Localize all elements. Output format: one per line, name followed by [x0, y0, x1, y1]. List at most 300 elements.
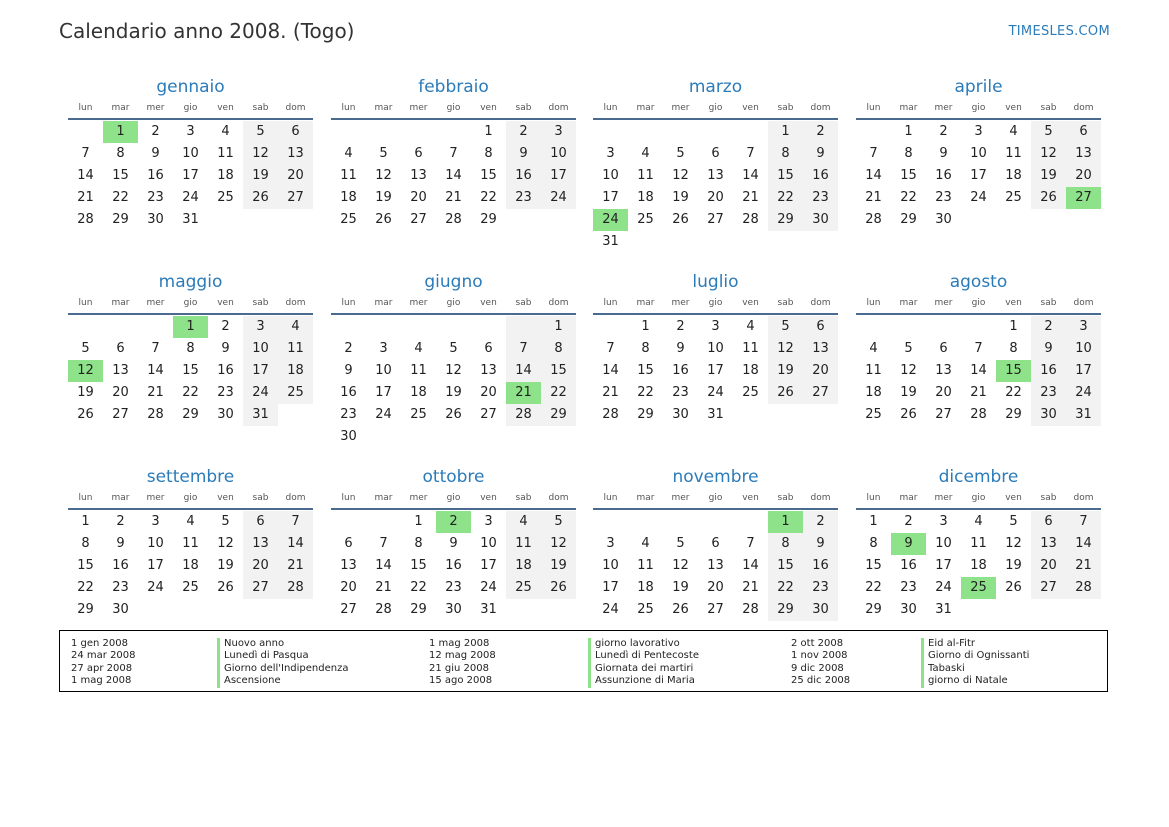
month-name: agosto: [949, 272, 1008, 292]
day-cell: 29: [768, 209, 803, 231]
day-cell: 1: [541, 316, 576, 338]
day-cell: 4: [186, 514, 195, 529]
day-cell: 30: [803, 209, 838, 231]
holiday-day: 12: [68, 360, 103, 382]
day-cell: 22: [541, 382, 576, 404]
day-cell: 14: [445, 168, 462, 183]
weekday-label: lun: [603, 493, 618, 503]
day-cell: 13: [278, 143, 313, 165]
day-cell: 22: [637, 385, 654, 400]
day-cell: 20: [707, 190, 724, 205]
day-cell: 22: [768, 577, 803, 599]
day-grid: [331, 316, 576, 448]
weekday-header: [331, 100, 576, 116]
day-cell: 2: [221, 319, 230, 334]
weekday-label: dom: [548, 103, 569, 113]
weekday-label: lun: [78, 103, 93, 113]
day-cell: 29: [182, 407, 199, 422]
day-cell: 9: [1031, 338, 1066, 360]
day-cell: 11: [217, 146, 234, 161]
month-aprile: [856, 68, 1101, 231]
day-cell: 25: [217, 190, 234, 205]
weekday-label: sab: [252, 103, 269, 113]
weekday-label: mer: [934, 103, 953, 113]
day-cell: 23: [112, 580, 129, 595]
day-cell: 21: [77, 190, 94, 205]
weekday-label: sab: [1040, 493, 1057, 503]
header-divider: [593, 313, 838, 315]
day-cell: 3: [606, 536, 615, 551]
day-cell: 19: [541, 555, 576, 577]
weekday-header: [593, 100, 838, 116]
day-cell: 18: [278, 360, 313, 382]
weekday-label: gio: [183, 103, 198, 113]
day-cell: 5: [541, 511, 576, 533]
day-cell: 15: [77, 558, 94, 573]
day-cell: 23: [1031, 382, 1066, 404]
header-divider: [856, 118, 1101, 120]
holiday-day: 1: [103, 121, 138, 143]
day-cell: 17: [182, 168, 199, 183]
day-cell: 29: [480, 212, 497, 227]
day-cell: 26: [1005, 580, 1022, 595]
weekday-label: sab: [515, 493, 532, 503]
weekday-label: ven: [480, 103, 497, 113]
day-cell: 2: [1031, 316, 1066, 338]
legend-holiday-name: Giornata dei martiri: [588, 663, 699, 675]
day-cell: 15: [410, 558, 427, 573]
weekday-label: gio: [446, 493, 461, 503]
day-cell: 14: [1066, 533, 1101, 555]
day-cell: 30: [803, 599, 838, 621]
weekday-label: mar: [374, 298, 393, 308]
month-luglio: [593, 263, 838, 426]
day-cell: 24: [243, 382, 278, 404]
weekday-label: sab: [515, 298, 532, 308]
day-cell: 30: [217, 407, 234, 422]
weekday-label: dom: [810, 298, 831, 308]
weekday-label: dom: [1073, 493, 1094, 503]
day-grid: [593, 121, 838, 253]
day-cell: 5: [676, 536, 685, 551]
day-cell: 20: [935, 385, 952, 400]
holiday-legend: [59, 630, 1108, 692]
legend-date: 15 ago 2008: [429, 675, 493, 687]
weekday-label: mar: [111, 298, 130, 308]
day-cell: 14: [77, 168, 94, 183]
day-cell: 13: [707, 168, 724, 183]
day-cell: 20: [112, 385, 129, 400]
day-cell: 12: [243, 143, 278, 165]
day-cell: 3: [974, 124, 983, 139]
legend-dates: [71, 638, 136, 688]
empty-cell: [366, 316, 401, 338]
day-cell: 17: [541, 165, 576, 187]
weekday-label: gio: [708, 298, 723, 308]
site-brand[interactable]: TIMESLES.COM: [1008, 24, 1110, 39]
day-cell: 26: [1031, 187, 1066, 209]
weekday-label: mar: [111, 103, 130, 113]
month-name: aprile: [954, 77, 1003, 97]
holiday-day: 1: [768, 511, 803, 533]
day-cell: 15: [182, 363, 199, 378]
day-cell: 26: [217, 580, 234, 595]
day-cell: 29: [865, 602, 882, 617]
empty-cell: [471, 316, 506, 338]
month-dicembre: [856, 458, 1101, 621]
day-cell: 29: [77, 602, 94, 617]
empty-cell: [593, 511, 628, 533]
day-cell: 2: [803, 121, 838, 143]
weekday-label: gio: [971, 493, 986, 503]
day-cell: 14: [147, 363, 164, 378]
weekday-label: ven: [217, 103, 234, 113]
day-cell: 19: [445, 385, 462, 400]
day-cell: 11: [970, 536, 987, 551]
legend-names: [921, 638, 1029, 688]
weekday-label: sab: [777, 103, 794, 113]
weekday-label: mar: [374, 103, 393, 113]
legend-date: 27 apr 2008: [71, 662, 133, 674]
day-cell: 4: [1009, 124, 1018, 139]
day-cell: 22: [865, 580, 882, 595]
day-cell: 21: [375, 580, 392, 595]
legend-holiday-name: Nuovo anno: [217, 638, 349, 650]
day-cell: 9: [151, 146, 160, 161]
empty-cell: [436, 121, 471, 143]
day-cell: 29: [1005, 407, 1022, 422]
day-cell: 29: [768, 599, 803, 621]
month-giugno: [331, 263, 576, 448]
month-name: settembre: [146, 467, 235, 487]
day-cell: 26: [445, 407, 462, 422]
day-cell: 20: [243, 555, 278, 577]
day-cell: 7: [449, 146, 458, 161]
day-cell: 26: [900, 407, 917, 422]
day-cell: 29: [410, 602, 427, 617]
month-name: gennaio: [156, 77, 225, 97]
day-cell: 30: [112, 602, 129, 617]
day-cell: 6: [1066, 121, 1101, 143]
day-cell: 25: [637, 602, 654, 617]
day-cell: 2: [344, 341, 353, 356]
day-cell: 18: [637, 190, 654, 205]
day-cell: 30: [900, 602, 917, 617]
day-cell: 2: [151, 124, 160, 139]
day-cell: 8: [484, 146, 493, 161]
day-cell: 11: [278, 338, 313, 360]
day-cell: 7: [506, 338, 541, 360]
weekday-label: mer: [146, 298, 165, 308]
weekday-header: [593, 490, 838, 506]
day-cell: 17: [1066, 360, 1101, 382]
month-novembre: [593, 458, 838, 621]
legend-date: 24 mar 2008: [71, 650, 136, 662]
day-cell: 31: [602, 234, 619, 249]
empty-cell: [436, 316, 471, 338]
month-name: ottobre: [422, 467, 485, 487]
legend-holiday-name: Ascensione: [217, 675, 349, 687]
day-cell: 19: [243, 165, 278, 187]
day-cell: 16: [340, 385, 357, 400]
weekday-label: ven: [1005, 103, 1022, 113]
day-cell: 4: [278, 316, 313, 338]
day-cell: 8: [768, 143, 803, 165]
weekday-label: gio: [708, 493, 723, 503]
weekday-label: mar: [374, 493, 393, 503]
day-cell: 25: [506, 577, 541, 599]
day-cell: 11: [637, 558, 654, 573]
day-cell: 9: [506, 143, 541, 165]
weekday-label: lun: [78, 298, 93, 308]
weekday-label: dom: [548, 298, 569, 308]
day-cell: 6: [344, 536, 353, 551]
day-cell: 6: [711, 146, 720, 161]
day-cell: 1: [904, 124, 913, 139]
weekday-label: sab: [777, 298, 794, 308]
day-cell: 3: [186, 124, 195, 139]
day-cell: 29: [637, 407, 654, 422]
weekday-label: ven: [480, 493, 497, 503]
day-cell: 28: [742, 602, 759, 617]
day-cell: 25: [410, 407, 427, 422]
holiday-day: 1: [173, 316, 208, 338]
day-cell: 3: [606, 146, 615, 161]
day-cell: 2: [939, 124, 948, 139]
day-cell: 20: [1031, 555, 1066, 577]
day-cell: 2: [506, 121, 541, 143]
day-cell: 3: [484, 514, 493, 529]
day-cell: 22: [768, 187, 803, 209]
weekday-label: lun: [78, 493, 93, 503]
day-cell: 7: [1066, 511, 1101, 533]
day-cell: 29: [112, 212, 129, 227]
day-cell: 30: [1031, 404, 1066, 426]
day-cell: 16: [1031, 360, 1066, 382]
day-cell: 25: [865, 407, 882, 422]
day-cell: 9: [221, 341, 230, 356]
day-cell: 9: [116, 536, 125, 551]
day-cell: 10: [970, 146, 987, 161]
weekday-label: ven: [742, 103, 759, 113]
day-cell: 15: [637, 363, 654, 378]
weekday-label: lun: [341, 298, 356, 308]
empty-cell: [628, 511, 663, 533]
day-cell: 7: [379, 536, 388, 551]
day-cell: 20: [410, 190, 427, 205]
day-cell: 22: [77, 580, 94, 595]
legend-names: [588, 638, 699, 688]
day-cell: 11: [340, 168, 357, 183]
weekday-label: mar: [636, 103, 655, 113]
day-cell: 15: [865, 558, 882, 573]
day-cell: 13: [935, 363, 952, 378]
weekday-label: gio: [183, 493, 198, 503]
day-cell: 24: [375, 407, 392, 422]
day-cell: 26: [243, 187, 278, 209]
day-cell: 5: [1009, 514, 1018, 529]
weekday-header: [331, 490, 576, 506]
day-cell: 1: [1009, 319, 1018, 334]
empty-cell: [961, 316, 996, 338]
day-cell: 8: [869, 536, 878, 551]
day-cell: 17: [375, 385, 392, 400]
day-cell: 10: [602, 558, 619, 573]
empty-cell: [593, 121, 628, 143]
day-cell: 13: [410, 168, 427, 183]
legend-holiday-name: giorno lavorativo: [588, 638, 699, 650]
month-maggio: [68, 263, 313, 426]
day-cell: 24: [480, 580, 497, 595]
legend-holiday-name: Giorno di Ognissanti: [921, 650, 1029, 662]
day-cell: 26: [672, 212, 689, 227]
day-cell: 15: [112, 168, 129, 183]
header-divider: [331, 313, 576, 315]
weekday-label: mer: [146, 103, 165, 113]
day-cell: 13: [1031, 533, 1066, 555]
header-divider: [331, 508, 576, 510]
empty-cell: [698, 121, 733, 143]
day-cell: 13: [243, 533, 278, 555]
day-cell: 21: [865, 190, 882, 205]
day-grid: [331, 121, 576, 231]
day-cell: 26: [672, 602, 689, 617]
day-cell: 19: [900, 385, 917, 400]
holiday-day: 24: [593, 209, 628, 231]
day-cell: 28: [147, 407, 164, 422]
header-divider: [331, 118, 576, 120]
weekday-label: sab: [1040, 298, 1057, 308]
day-cell: 17: [480, 558, 497, 573]
day-cell: 19: [375, 190, 392, 205]
day-cell: 26: [541, 577, 576, 599]
day-cell: 19: [217, 558, 234, 573]
day-cell: 17: [707, 363, 724, 378]
day-cell: 4: [746, 319, 755, 334]
day-cell: 1: [81, 514, 90, 529]
month-settembre: [68, 458, 313, 621]
empty-cell: [856, 316, 891, 338]
day-cell: 11: [182, 536, 199, 551]
day-cell: 24: [935, 580, 952, 595]
day-cell: 3: [379, 341, 388, 356]
day-cell: 12: [445, 363, 462, 378]
day-cell: 25: [1005, 190, 1022, 205]
empty-cell: [401, 316, 436, 338]
empty-cell: [103, 316, 138, 338]
legend-names: [217, 638, 349, 688]
day-cell: 11: [865, 363, 882, 378]
day-cell: 9: [449, 536, 458, 551]
day-cell: 7: [278, 511, 313, 533]
day-cell: 10: [602, 168, 619, 183]
day-cell: 22: [900, 190, 917, 205]
weekday-label: gio: [446, 103, 461, 113]
weekday-label: mar: [899, 298, 918, 308]
weekday-label: dom: [1073, 103, 1094, 113]
weekday-header: [856, 100, 1101, 116]
day-cell: 8: [641, 341, 650, 356]
day-cell: 2: [803, 511, 838, 533]
weekday-label: dom: [285, 298, 306, 308]
day-cell: 18: [217, 168, 234, 183]
day-cell: 28: [742, 212, 759, 227]
header-divider: [68, 313, 313, 315]
day-cell: 23: [445, 580, 462, 595]
day-cell: 19: [672, 580, 689, 595]
day-cell: 28: [278, 577, 313, 599]
day-cell: 16: [147, 168, 164, 183]
header-divider: [593, 508, 838, 510]
month-ottobre: [331, 458, 576, 621]
weekday-label: lun: [866, 493, 881, 503]
day-cell: 25: [637, 212, 654, 227]
empty-cell: [331, 316, 366, 338]
day-cell: 12: [217, 536, 234, 551]
day-cell: 14: [865, 168, 882, 183]
day-cell: 13: [340, 558, 357, 573]
weekday-label: lun: [866, 103, 881, 113]
holiday-day: 27: [1066, 187, 1101, 209]
legend-date: 1 nov 2008: [791, 650, 848, 662]
day-cell: 9: [803, 143, 838, 165]
day-cell: 13: [803, 338, 838, 360]
weekday-label: ven: [742, 298, 759, 308]
day-cell: 7: [746, 146, 755, 161]
legend-holiday-name: giorno di Natale: [921, 675, 1029, 687]
day-cell: 28: [970, 407, 987, 422]
empty-cell: [331, 121, 366, 143]
day-cell: 10: [1066, 338, 1101, 360]
day-cell: 23: [803, 577, 838, 599]
day-cell: 18: [637, 580, 654, 595]
day-cell: 29: [900, 212, 917, 227]
day-grid: [856, 316, 1101, 426]
day-cell: 16: [935, 168, 952, 183]
day-cell: 24: [147, 580, 164, 595]
day-cell: 4: [414, 341, 423, 356]
weekday-label: lun: [603, 103, 618, 113]
day-cell: 4: [641, 146, 650, 161]
legend-holiday-name: Lunedì di Pasqua: [217, 650, 349, 662]
day-cell: 7: [606, 341, 615, 356]
day-cell: 6: [116, 341, 125, 356]
day-cell: 14: [375, 558, 392, 573]
day-cell: 19: [77, 385, 94, 400]
day-cell: 21: [742, 190, 759, 205]
day-cell: 27: [410, 212, 427, 227]
day-cell: 14: [742, 168, 759, 183]
day-cell: 16: [803, 165, 838, 187]
day-cell: 22: [480, 190, 497, 205]
day-cell: 13: [480, 363, 497, 378]
weekday-label: dom: [810, 103, 831, 113]
day-cell: 23: [672, 385, 689, 400]
day-cell: 30: [672, 407, 689, 422]
weekday-header: [68, 295, 313, 311]
day-cell: 31: [182, 212, 199, 227]
day-grid: [331, 511, 576, 621]
day-cell: 18: [506, 555, 541, 577]
day-cell: 5: [221, 514, 230, 529]
day-cell: 18: [742, 363, 759, 378]
day-cell: 24: [707, 385, 724, 400]
day-cell: 16: [217, 363, 234, 378]
day-cell: 21: [278, 555, 313, 577]
empty-cell: [138, 316, 173, 338]
day-cell: 3: [1066, 316, 1101, 338]
day-cell: 17: [243, 360, 278, 382]
